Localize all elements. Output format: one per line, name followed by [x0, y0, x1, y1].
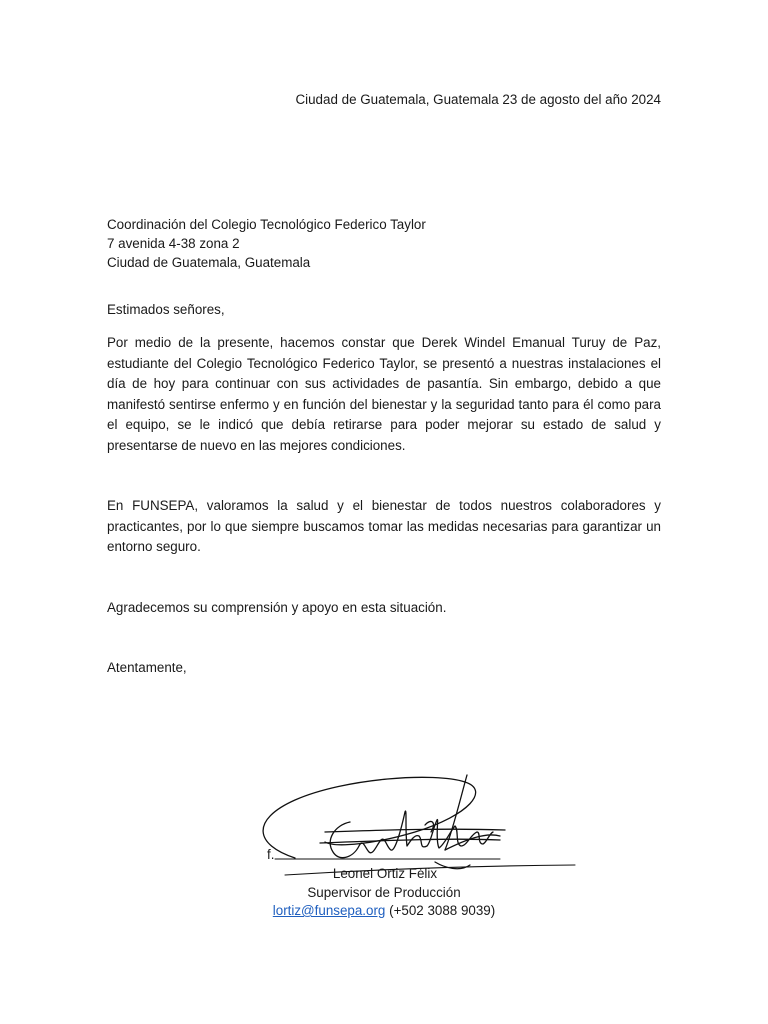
signer-email-link[interactable]: lortiz@funsepa.org: [272, 903, 386, 918]
salutation: Estimados señores,: [107, 302, 225, 317]
body-paragraph-3: Agradecemos su comprensión y apoyo en esta situación.: [107, 600, 447, 615]
recipient-line-1: Coordinación del Colegio Tecnológico Federico Taylor: [107, 217, 426, 232]
body-paragraph-2: En FUNSEPA, valoramos la salud y el bienestar de todos nuestros colaboradores y practicantes, por lo que siempre buscamos tomar las medidas necesarias para garantizar un entorno seguro.: [107, 498, 661, 554]
signer-phone: (+502 3088 9039): [389, 903, 496, 918]
body-paragraph-1: Por medio de la presente, hacemos constar que Derek Windel Emanual Turuy de Paz, estudiante del Colegio Tecnológico Federico Taylor, se presentó a nuestras instalaciones el día de hoy para continuar con sus actividades de pasantía. Sin embargo, debido a que manifestó sentirse enfermo y en función del bienestar y la seguridad tanto para él como para el equipo, se le indicó que debía retirarse para poder mejorar su estado de salud y presentarse de nuevo en las mejores condiciones.: [107, 335, 661, 453]
letter-date: Ciudad de Guatemala, Guatemala 23 de agosto del año 2024: [295, 92, 661, 107]
signer-name: Leonel Ortiz Félix: [332, 866, 438, 881]
recipient-line-3: Ciudad de Guatemala, Guatemala: [107, 255, 311, 270]
closing: Atentamente,: [107, 660, 187, 675]
recipient-address: [107, 215, 426, 272]
signer-contact: [0, 902, 768, 921]
signature-f-label: f.: [267, 847, 275, 862]
recipient-line-2: 7 avenida 4-38 zona 2: [107, 236, 240, 251]
signer-title: Supervisor de Producción: [307, 884, 461, 900]
signature-block: [0, 865, 768, 921]
